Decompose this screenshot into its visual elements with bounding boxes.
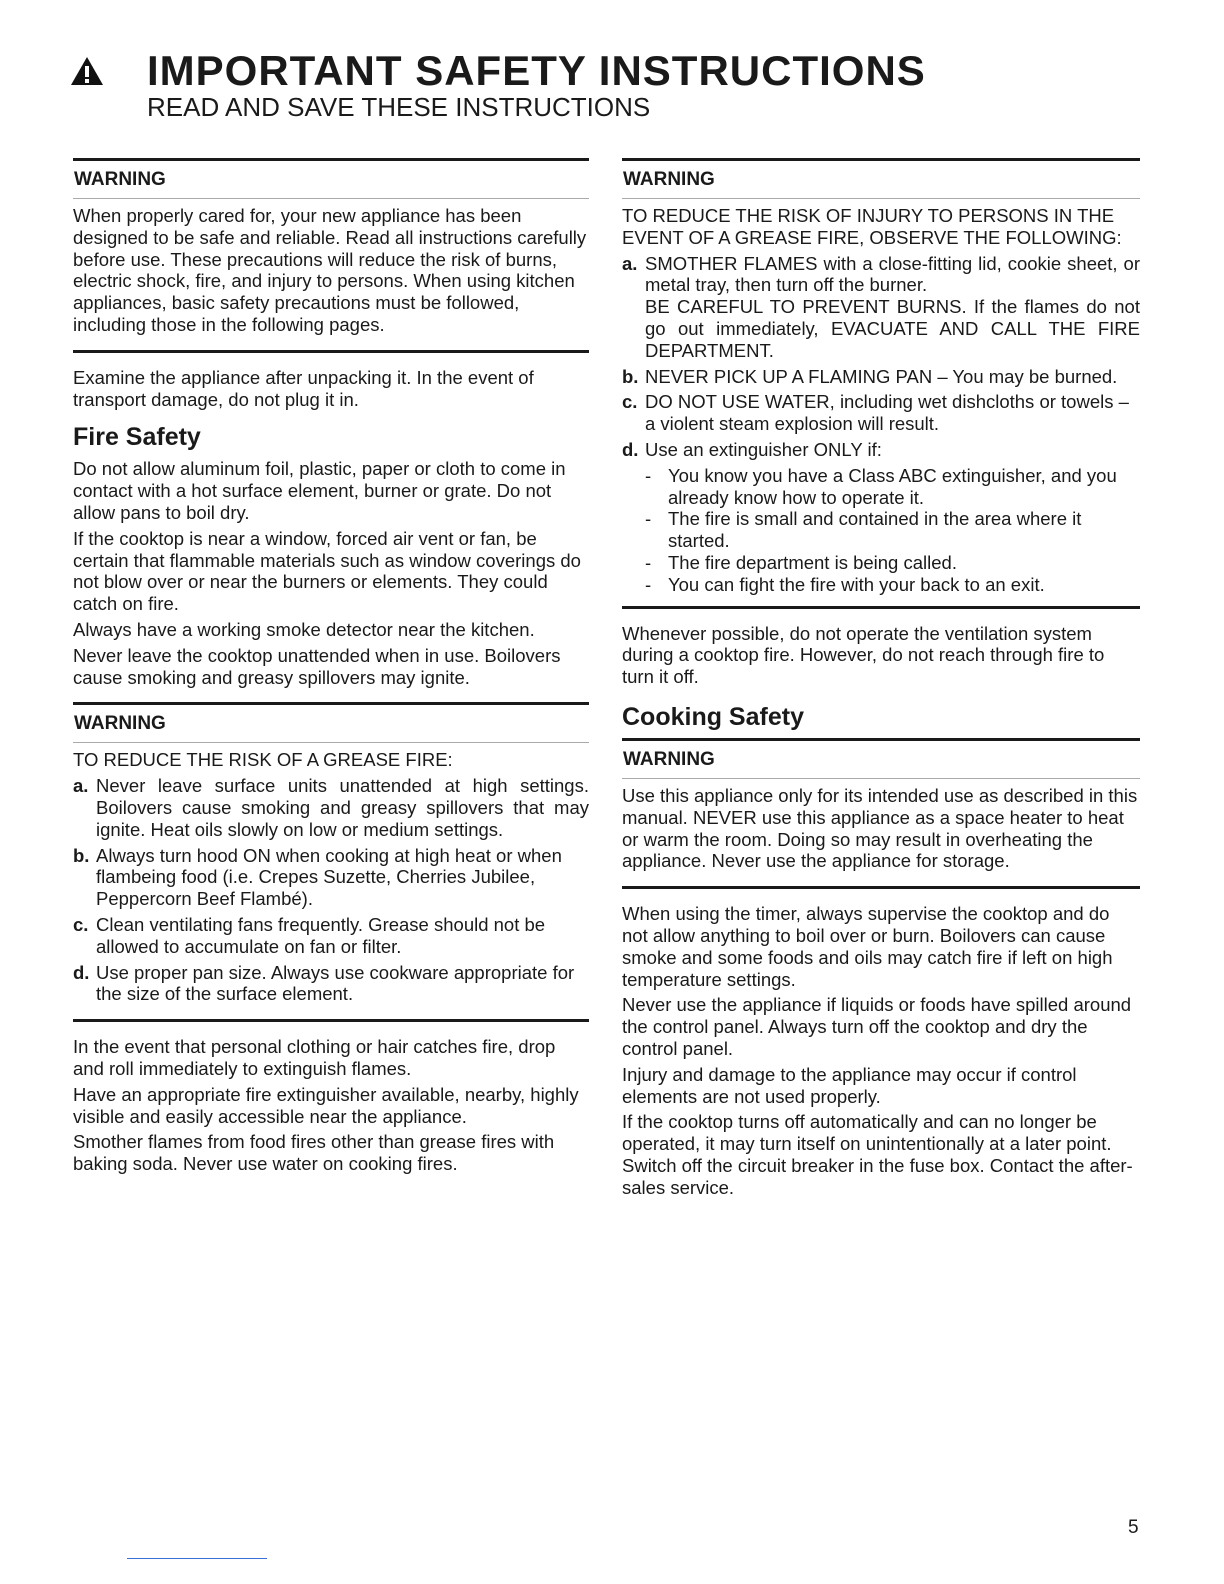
list-text: Always turn hood ON when cooking at high heat or when flambeing food (i.e. Crepes Suzette, Cherries Jubilee, Peppercorn Beef Flambé). — [96, 844, 562, 910]
sub-list-item: - The fire department is being called. — [645, 552, 1140, 574]
sub-list-text: The fire department is being called. — [668, 551, 957, 573]
list-item — [73, 914, 589, 958]
list-item — [73, 845, 589, 910]
warning-label: WARNING — [622, 158, 1140, 199]
list-text: Clean ventilating fans frequently. Grease should not be allowed to accumulate on fan or filter. — [96, 913, 546, 957]
warning-box-grease-fire — [73, 702, 589, 1022]
warning-triangle-icon — [70, 56, 104, 86]
footer-link-underline — [127, 1558, 267, 1559]
warning-box-cooking — [622, 738, 1140, 889]
sub-list-text: The fire is small and contained in the area where it started. — [668, 508, 1082, 552]
list-marker: b. — [73, 844, 90, 866]
fire-safety-heading: Fire Safety — [73, 423, 201, 452]
list-text: DO NOT USE WATER, including wet dishcloths or towels – a violent steam explosion will result. — [645, 391, 1129, 435]
list-item — [73, 775, 589, 840]
sub-list-item: - The fire is small and contained in the area where it started. — [645, 508, 1140, 552]
warning-label: WARNING — [622, 738, 1140, 779]
fire-safety-paragraph: Do not allow aluminum foil, plastic, paper or cloth to come in contact with a hot surface element, burner or grate. Do not allow pans to boil dry. — [73, 458, 566, 523]
warning-box-general — [73, 158, 589, 353]
list-text-extra: BE CAREFUL TO PREVENT BURNS. If the flames do not go out immediately, EVACUATE AND CALL THE FIRE DEPARTMENT. — [645, 296, 1140, 361]
after-paragraph: In the event that personal clothing or hair catches fire, drop and roll immediately to extinguish flames. — [73, 1036, 556, 1079]
list-marker: b. — [622, 365, 639, 387]
sub-list-text: You can fight the fire with your back to an exit. — [668, 573, 1045, 595]
list-marker: d. — [73, 961, 90, 983]
list-text: Use an extinguisher ONLY if: — [645, 438, 882, 460]
page-number: 5 — [1128, 1517, 1139, 1538]
sub-list-item: - You can fight the fire with your back to an exit. — [645, 574, 1140, 596]
list-marker: a. — [73, 775, 89, 797]
list-text: SMOTHER FLAMES with a close-fitting lid, cookie sheet, or metal tray, then turn off the burner. — [645, 252, 1140, 296]
list-item — [73, 962, 589, 1006]
list-item — [622, 391, 1140, 435]
warning-label: WARNING — [73, 158, 589, 199]
sub-list-item: - You know you have a Class ABC extinguisher, and you already know how to operate it. — [645, 465, 1140, 509]
cooking-safety-paragraph: Injury and damage to the appliance may occur if control elements are not used properly. — [622, 1063, 1077, 1107]
list-item — [622, 439, 1140, 461]
ventilation-paragraph: Whenever possible, do not operate the ventilation system during a cooktop fire. However, do not reach through fire to turn it off. — [622, 622, 1105, 688]
cooking-safety-paragraph: Never use the appliance if liquids or foods have spilled around the control panel. Always turn off the cooktop and dry the control panel. — [622, 994, 1132, 1059]
list-text: Never leave surface units unattended at high settings. Boilovers cause smoking and greasy spillovers that may ignite. Heat oils slowly on low or medium settings. — [96, 775, 589, 840]
fire-safety-paragraph: If the cooktop is near a window, forced air vent or fan, be certain that flammable materials such as window coverings do not blow over or near the burners or elements. They could catch on fire. — [73, 527, 581, 615]
after-paragraph: Have an appropriate fire extinguisher available, nearby, highly visible and easily accessible near the appliance. — [73, 1083, 579, 1127]
right-column — [622, 158, 1140, 1202]
list-marker: a. — [622, 252, 638, 274]
list-marker: c. — [622, 391, 638, 413]
list-marker: d. — [622, 438, 639, 460]
warning-text: When properly cared for, your new appliance has been designed to be safe and reliable. Read all instructions carefully before use. These precautions will reduce the risk of burns, electric shock, fire, and injury to persons. When using kitchen appliances, basic safety precautions must be followed, including those in the following pages. — [73, 205, 587, 335]
page-subtitle: READ AND SAVE THESE INSTRUCTIONS — [147, 92, 651, 122]
list-text: NEVER PICK UP A FLAMING PAN – You may be burned. — [645, 365, 1118, 387]
warning-label: WARNING — [73, 702, 589, 743]
after-paragraph: Smother flames from food fires other than grease fires with baking soda. Never use water on cooking fires. — [73, 1131, 555, 1175]
warning-intro: TO REDUCE THE RISK OF A GREASE FIRE: — [73, 749, 453, 771]
warning-text: Use this appliance only for its intended use as described in this manual. NEVER use this appliance as a space heater to heat or warm the room. Doing so may result in overheating the appliance. Never use the appliance for storage. — [622, 784, 1138, 872]
fire-safety-paragraph: Never leave the cooktop unattended when in use. Boilovers cause smoking and greasy spillovers may ignite. — [73, 644, 561, 688]
list-text: Use proper pan size. Always use cookware appropriate for the size of the surface element. — [96, 961, 575, 1005]
warning-intro: TO REDUCE THE RISK OF INJURY TO PERSONS IN THE EVENT OF A GREASE FIRE, OBSERVE THE FOLLOWING: — [622, 205, 1122, 248]
left-column — [73, 158, 589, 1179]
list-item — [622, 366, 1140, 388]
sub-list-text: You know you have a Class ABC extinguisher, and you already know how to operate it. — [668, 464, 1117, 508]
examine-paragraph: Examine the appliance after unpacking it. In the event of transport damage, do not plug it in. — [73, 366, 534, 410]
cooking-safety-paragraph: When using the timer, always supervise the cooktop and do not allow anything to boil over or burn. Boilovers can cause smoke and some foods and oils may catch fire if left on high temperature settings. — [622, 903, 1113, 990]
cooking-safety-heading: Cooking Safety — [622, 702, 804, 731]
cooking-safety-paragraph: If the cooktop turns off automatically and can no longer be operated, it may turn itself on unintentionally at a later point. Switch off the circuit breaker in the fuse box. Contact the after-sales service. — [622, 1111, 1133, 1198]
list-item — [622, 253, 1140, 362]
fire-safety-paragraph: Always have a working smoke detector near the kitchen. — [73, 618, 535, 640]
page-title: IMPORTANT SAFETY INSTRUCTIONS — [147, 47, 926, 94]
warning-box-injury — [622, 158, 1140, 609]
list-marker: c. — [73, 913, 89, 935]
